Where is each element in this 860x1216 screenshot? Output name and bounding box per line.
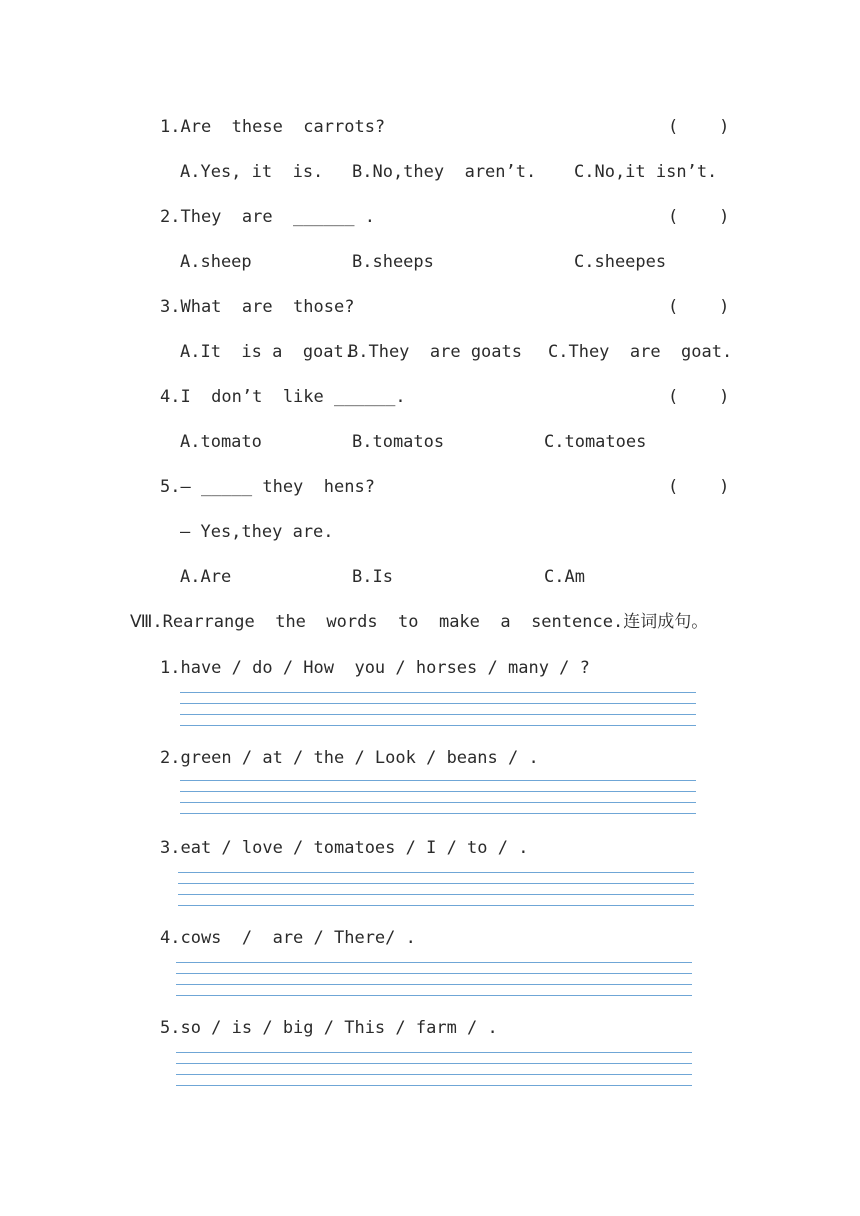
option-2a: A.sheep: [180, 252, 252, 272]
answer-bracket-4[interactable]: ( ): [668, 387, 730, 407]
writing-lines-5[interactable]: [176, 1052, 692, 1096]
option-1c: C.No,it isn’t.: [574, 162, 718, 182]
option-1a: A.Yes, it is.: [180, 162, 324, 182]
writing-lines-1[interactable]: [180, 692, 696, 736]
writing-lines-3[interactable]: [178, 872, 694, 916]
rearrange-item-2: 2.green / at / the / Look / beans / .: [160, 748, 539, 768]
writing-lines-2[interactable]: [180, 780, 696, 824]
section-heading-en: Ⅷ.Rearrange the words to make a sentence.: [130, 612, 624, 632]
question-5: 5.— _____ they hens?: [160, 477, 375, 497]
option-3c: C.They are goat.: [548, 342, 733, 362]
option-4a: A.tomato: [180, 432, 262, 452]
option-2b: B.sheeps: [352, 252, 434, 272]
question-1: 1.Are these carrots?: [160, 117, 386, 137]
question-4: 4.I don’t like ______.: [160, 387, 406, 407]
answer-bracket-3[interactable]: ( ): [668, 297, 730, 317]
option-2c: C.sheepes: [574, 252, 667, 272]
answer-bracket-1[interactable]: ( ): [668, 117, 730, 137]
option-1b: B.No,they aren’t.: [352, 162, 537, 182]
rearrange-item-4: 4.cows / are / There/ .: [160, 928, 416, 948]
answer-bracket-2[interactable]: ( ): [668, 207, 730, 227]
answer-bracket-5[interactable]: ( ): [668, 477, 730, 497]
answer-line-5: — Yes,they are.: [180, 522, 334, 542]
section-heading-cn: 连词成句。: [623, 612, 709, 632]
option-3b: B.They are goats: [348, 342, 522, 362]
option-3a: A.It is a goat.: [180, 342, 354, 362]
question-2: 2.They are ______ .: [160, 207, 375, 227]
rearrange-item-1: 1.have / do / How you / horses / many / ?: [160, 658, 590, 678]
rearrange-item-5: 5.so / is / big / This / farm / .: [160, 1018, 498, 1038]
option-4b: B.tomatos: [352, 432, 445, 452]
question-3: 3.What are those?: [160, 297, 355, 317]
section-heading: [130, 611, 708, 633]
option-5a: A.Are: [180, 567, 232, 587]
writing-lines-4[interactable]: [176, 962, 692, 1006]
option-5b: B.Is: [352, 567, 393, 587]
option-4c: C.tomatoes: [544, 432, 647, 452]
option-5c: C.Am: [544, 567, 585, 587]
rearrange-item-3: 3.eat / love / tomatoes / I / to / .: [160, 838, 529, 858]
